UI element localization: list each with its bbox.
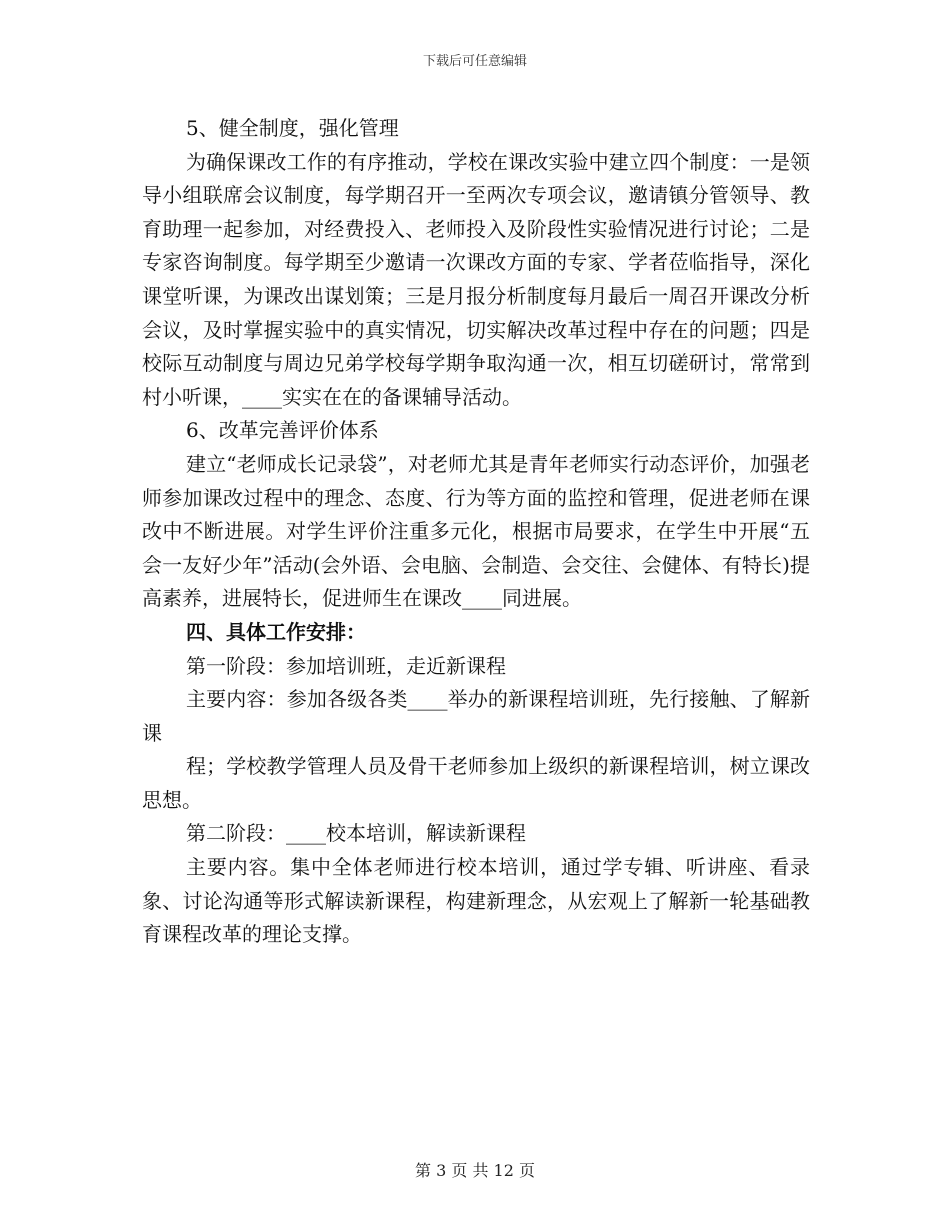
document-body bbox=[142, 112, 810, 952]
section-6-paragraph: 建立“老师成长记录袋”，对老师尤其是青年老师实行动态评价，加强老师参加课改过程中的理念、态度、行为等方面的监控和管理，促进老师在课改中不断进展。对学生评价注重多元化，根据市局要求，在学生中开展“五会一友好少年”活动(会外语、会电脑、会制造、会交往、会健体、有特长)提高素养，进展特长，促进师生在课改____同进展。 bbox=[142, 451, 810, 611]
stage-2-title: 第二阶段：____校本培训，解读新课程 bbox=[186, 821, 526, 846]
section-5-title: 5、健全制度，强化管理 bbox=[186, 116, 399, 140]
page-header: 下载后可任意编辑 bbox=[422, 54, 527, 69]
page-number-footer: 第 3 页 共 12 页 bbox=[415, 1161, 535, 1180]
section-5-paragraph: 为确保课改工作的有序推动，学校在课改实验中建立四个制度：一是领导小组联席会议制度，每学期召开一至两次专项会议，邀请镇分管领导、教育助理一起参加，对经费投入、老师投入及阶段性实验情况进行讨论；二是专家咨询制度。每学期至少邀请一次课改方面的专家、学者莅临指导，深化课堂听课，为课改出谋划策；三是月报分析制度每月最后一周召开课改分析会议，及时掌握实验中的真实情况，切实解决改革过程中存在的问题；四是校际互动制度与周边兄弟学校每学期争取沟通一次，相互切磋研讨，常常到村小听课，____实实在在的备课辅导活动。 bbox=[142, 149, 810, 409]
section-6-title: 6、改革完善评价体系 bbox=[186, 418, 379, 443]
stage-1-content-part-2: 程；学校教学管理人员及骨干老师参加上级织的新课程培训，树立课改思想。 bbox=[142, 754, 810, 812]
stage-1-title: 第一阶段：参加培训班，走近新课程 bbox=[186, 653, 506, 678]
stage-1-content-part-1: 主要内容：参加各级各类____举办的新课程培训班，先行接触、了解新课 bbox=[142, 687, 810, 745]
section-4-heading: 四、具体工作安排： bbox=[186, 619, 366, 644]
stage-2-content: 主要内容。集中全体老师进行校本培训，通过学专辑、听讲座、看录象、讨论沟通等形式解读新课程，构建新理念，从宏观上了解新一轮基础教育课程改革的理论支撑。 bbox=[142, 855, 810, 947]
